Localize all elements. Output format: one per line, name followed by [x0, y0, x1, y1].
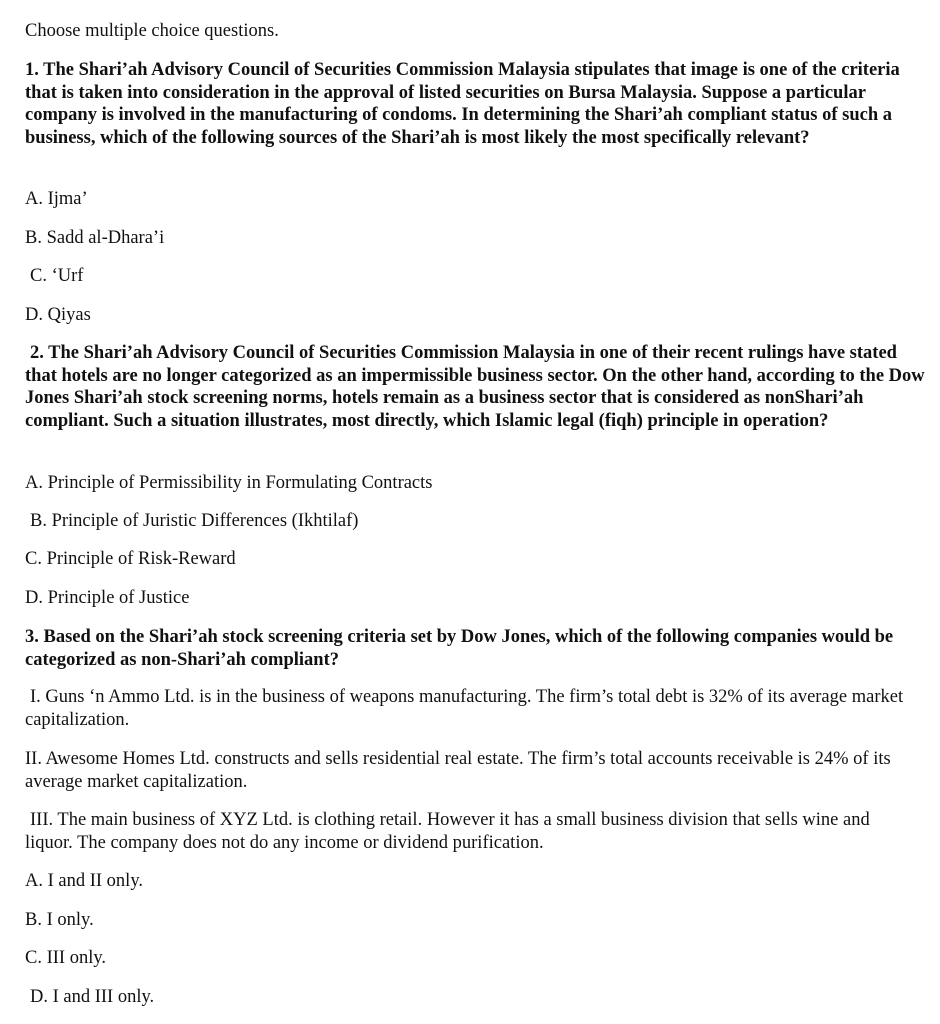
q2-option-c: C. Principle of Risk-Reward: [25, 549, 236, 569]
q3-statement-1: I. Guns ‘n Ammo Ltd. is in the business of weapons manufacturing. The firm’s total debt is 32% of its average market capitalization.: [25, 687, 904, 730]
q1-option-b: B. Sadd al-Dhara’i: [25, 228, 165, 248]
question-1-text: 1. The Shari’ah Advisory Council of Securities Commission Malaysia stipulates that image is one of the criteria that is taken into consideration in the approval of listed securities on Bursa Malaysia. Suppose a particular company is involved in the manufacturing of condoms. In determining the Shari’ah compliant status of such a business, which of the following sources of the Shari’ah is most likely the most specifically relevant?: [25, 60, 900, 149]
question-2-text: 2. The Shari’ah Advisory Council of Securities Commission Malaysia in one of their recent rulings have stated that hotels are no longer categorized as an impermissible business sector. On the other hand, according to the Dow Jones Shari’ah stock screening norms, hotels remain as a business sector that is considered as nonShari’ah compliant. Such a situation illustrates, most directly, which Islamic legal (fiqh) principle in operation?: [25, 343, 925, 432]
q3-option-c: C. III only.: [25, 948, 107, 968]
instruction: Choose multiple choice questions.: [25, 21, 279, 41]
q1-option-a: A. Ijma’: [25, 189, 88, 209]
q1-option-c: C. ‘Urf: [30, 266, 84, 286]
q3-option-a: A. I and II only.: [25, 871, 143, 891]
q1-option-d: D. Qiyas: [25, 305, 91, 325]
q2-option-d: D. Principle of Justice: [25, 588, 190, 608]
q2-option-b: B. Principle of Juristic Differences (Ikhtilaf): [30, 511, 359, 531]
q3-statement-3: III. The main business of XYZ Ltd. is clothing retail. However it has a small business division that sells wine and liquor. The company does not do any income or dividend purification.: [25, 810, 870, 853]
q2-option-a: A. Principle of Permissibility in Formulating Contracts: [25, 473, 433, 493]
q3-statement-2: II. Awesome Homes Ltd. constructs and sells residential real estate. The firm’s total accounts receivable is 24% of its average market capitalization.: [25, 749, 891, 792]
q3-option-d: D. I and III only.: [30, 987, 155, 1007]
q3-option-b: B. I only.: [25, 910, 94, 930]
question-3-text: 3. Based on the Shari’ah stock screening criteria set by Dow Jones, which of the following companies would be categorized as non-Shari’ah compliant?: [25, 627, 894, 670]
